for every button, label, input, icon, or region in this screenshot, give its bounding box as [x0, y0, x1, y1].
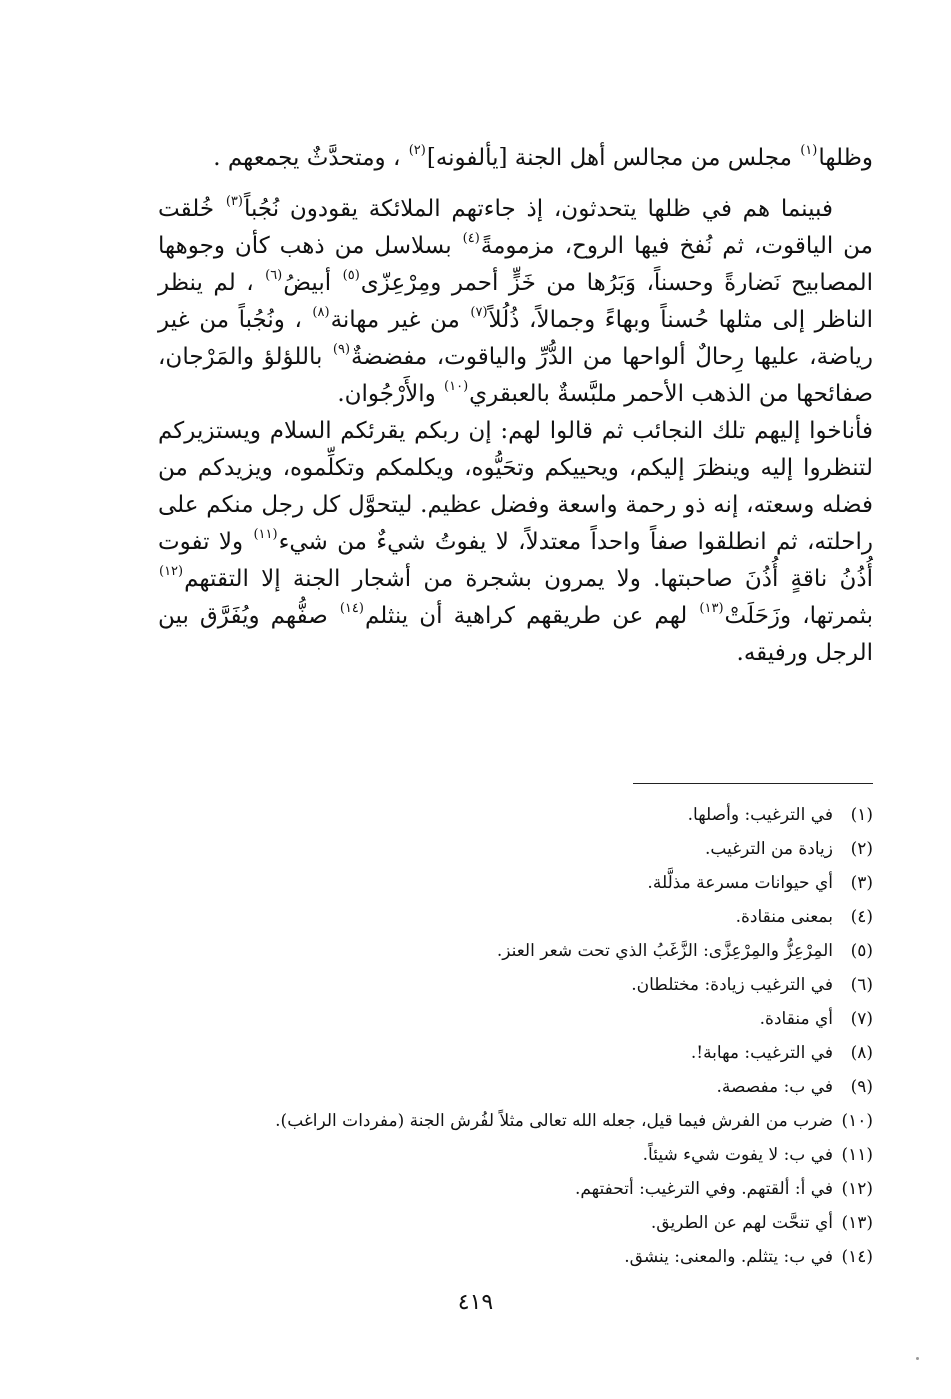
page-number: ٤١٩ [457, 1290, 494, 1315]
footnote-number: (٤) [850, 907, 873, 927]
footnote-ref: (٧) [470, 305, 488, 320]
footnote-ref: (٩) [332, 342, 351, 357]
footnote-text: أي تنحَّت لهم عن الطريق. [650, 1213, 833, 1233]
footnote-item [158, 900, 873, 934]
footnote-ref: (٥) [342, 268, 360, 283]
paragraph-2 [158, 191, 873, 413]
footnote-number: (٩) [850, 1077, 873, 1097]
footnote-number: (١٠) [841, 1111, 873, 1131]
footnote-ref: (١) [800, 143, 818, 158]
footnote-number: (١٢) [841, 1179, 873, 1199]
scan-speck [916, 1357, 919, 1360]
footnote-number: (٧) [850, 1009, 873, 1029]
footnote-number: (٨) [850, 1043, 873, 1063]
text-run: فأناخوا إليهم تلك النجائب ثم قالوا لهم: إن ربكم يقرئكم السلام ويستزيركم لتنظروا إليه وينظرَ إليكم، ويحييكم وتحَيُّوه، ويكلمكم وتكلِّموه، ويزيدكم من فضله وسعته، إنه ذو رحمة واسعة وفضل عظيم. ليتحوَّل كل رجل منكم على راحلته، ثم انطلقوا صفاً واحداً معتدلاً، لا يفوتُ شيءٌ من شيء [158, 418, 873, 555]
footnote-text: في الترغيب زيادة: مختلطان. [631, 975, 833, 995]
text-run: ، ونُجُباً من غير رياضة، عليها رِحالٌ ألواحها من الدُّرِّ والياقوت، مفضضةٌ [158, 307, 873, 370]
footnote-text: بمعنى منقادة. [735, 907, 833, 927]
footnote-item [158, 866, 873, 900]
footnote-item [158, 798, 873, 832]
footnote-ref: (٤) [462, 231, 480, 246]
footnote-ref: (٨) [312, 305, 330, 320]
footnote-item [158, 1206, 873, 1240]
footnote-ref: (٢) [408, 143, 426, 158]
footnote-number: (٣) [850, 873, 873, 893]
footnote-ref: (١٠) [444, 379, 469, 394]
footnote-ref: (١٢) [159, 564, 184, 579]
footnote-item [158, 1172, 873, 1206]
footnote-number: (٢) [850, 839, 873, 859]
footnote-text: ضرب من الفرش فيما قيل، جعله الله تعالى مثلاً لفُرش الجنة (مفردات الراغب). [275, 1111, 833, 1131]
text-run: باللؤلؤ والمَرْجان، صفائحها من الذهب الأحمر ملبَّسةٌ بالعبقري [158, 344, 873, 407]
footnote-divider [633, 783, 873, 784]
text-run: مجلس من مجالس أهل الجنة [يألفونه] [426, 145, 800, 171]
footnote-text: أي منقادة. [759, 1009, 833, 1029]
footnote-ref: (١٣) [699, 601, 724, 616]
paragraph-1 [158, 140, 873, 177]
text-run: لهم عن طريقهم كراهية أن ينثلم [364, 603, 699, 629]
footnote-item [158, 1240, 873, 1274]
text-run: وظلها [818, 145, 873, 171]
footnote-item [158, 1002, 873, 1036]
main-text [158, 140, 873, 672]
footnote-item [158, 1070, 873, 1104]
footnote-item [158, 1104, 873, 1138]
footnote-text: في الترغيب: وأصلها. [687, 805, 833, 825]
text-run: بثمرتها، وزَحَلَتْ [724, 603, 873, 629]
footnote-number: (١١) [841, 1145, 873, 1165]
footnote-text: في الترغيب: مهابة!. [690, 1043, 833, 1063]
footnote-ref: (٦) [265, 268, 283, 283]
text-run: ولا تفوت أُذُنُ ناقةٍ أُذُنَ صاحبتها. ولا يمرون بشجرة من أشجار الجنة إلا التقتهم [158, 529, 873, 592]
footnote-ref: (١٤) [339, 601, 364, 616]
footnote-text: في ب: لا يفوت شيء شيئاً. [642, 1145, 833, 1165]
footnote-text: زيادة من الترغيب. [705, 839, 833, 859]
footnote-number: (٦) [850, 975, 873, 995]
footnote-item [158, 1036, 873, 1070]
text-run: بسلاسل من ذهب كأن وجوهها المصابيح نَضارةً وحسناً، وَبَرُها من خَزٍّ أحمر ومِرْعِزّى [158, 233, 873, 296]
text-run: فبينما هم في ظلها يتحدثون، إذ جاءتهم الملائكة يقودون نُجُباً [243, 196, 833, 222]
footnote-number: (١) [850, 805, 873, 825]
text-run: والأَرْجُوان. [337, 381, 444, 407]
text-run: ، لم ينظر الناظر إلى مثلها حُسناً وبهاءً وجمالاً، ذُلُلاً [158, 270, 873, 333]
footnote-item [158, 1138, 873, 1172]
footnotes-list [158, 798, 873, 1274]
footnote-text: في ب: يتثلم. والمعنى: ينشق. [624, 1247, 833, 1267]
paragraph-3 [158, 413, 873, 672]
footnote-text: أي حيوانات مسرعة مذلَّلة. [647, 873, 833, 893]
footnote-number: (٥) [850, 941, 873, 961]
footnote-item [158, 832, 873, 866]
footnote-number: (١٣) [841, 1213, 873, 1233]
footnote-item [158, 968, 873, 1002]
text-run: خُلقت من الياقوت، ثم نُفخ فيها الروح، مزمومةً [158, 196, 873, 259]
text-run: أبيضُ [283, 270, 342, 296]
footnote-text: في أ: ألقتهم. وفي الترغيب: أتحفتهم. [574, 1179, 833, 1199]
footnote-text: في ب: مفصصة. [716, 1077, 833, 1097]
text-run: من غير مهانة [330, 307, 470, 333]
footnote-number: (١٤) [841, 1247, 873, 1267]
text-run: ، ومتحدَّثٌ يجمعهم . [213, 145, 408, 171]
text-run: صفُّهم ويُفَرَّق بين الرجل ورفيقه. [158, 603, 873, 666]
footnote-ref: (٣) [225, 194, 243, 209]
footnote-item [158, 934, 873, 968]
footnote-ref: (١١) [253, 527, 278, 542]
footnote-text: المِرْعِزُّ والمِرْعِزَّى: الزَّغَبُ الذي تحت شعر العنز. [496, 941, 833, 961]
